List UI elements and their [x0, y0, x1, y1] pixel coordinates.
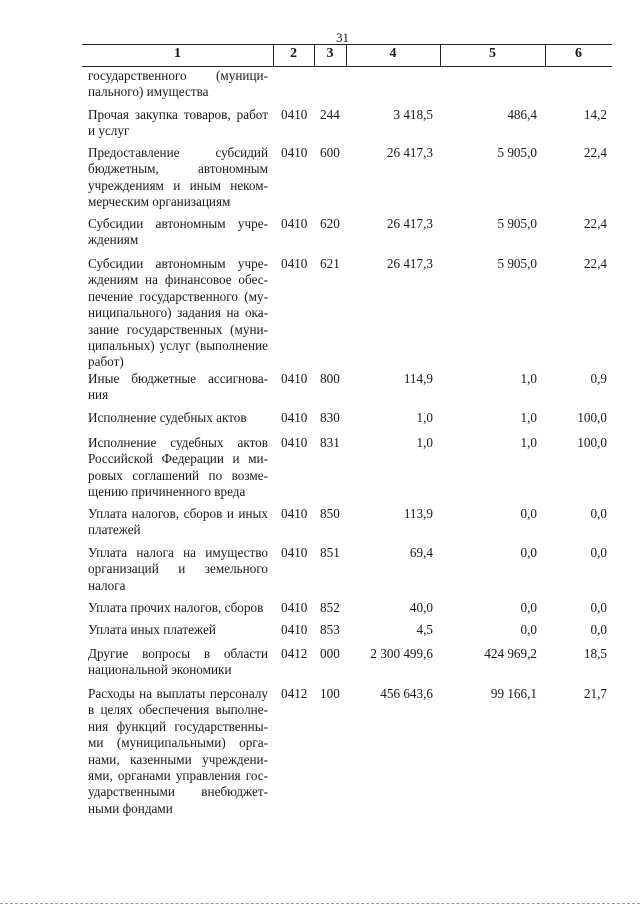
row-expense-type: 621	[320, 256, 340, 271]
row-name: Уплата налога на имущество организаций и земельного налога	[88, 545, 268, 593]
row-value-plan: 69,4	[409, 545, 433, 560]
row-expense-type: 850	[320, 506, 340, 521]
row-name: Прочая закупка товаров, работ и услуг	[88, 107, 268, 139]
row-value-plan: 114,9	[403, 371, 433, 386]
row-name: Уплата иных платежей	[88, 622, 216, 637]
row-value-percent: 21,7	[583, 686, 607, 701]
row-value-percent: 100,0	[577, 410, 607, 425]
row-section-code: 0410	[281, 410, 308, 425]
row-expense-type: 100	[320, 686, 340, 701]
row-value-actual: 5 905,0	[497, 216, 537, 231]
column-header-3: 3	[326, 46, 334, 61]
row-value-plan: 113,9	[403, 506, 433, 521]
row-value-plan: 1,0	[416, 435, 433, 450]
row-value-plan: 456 643,6	[380, 686, 433, 701]
row-section-code: 0412	[281, 646, 308, 661]
row-section-code: 0410	[281, 545, 308, 560]
row-name: Исполнение судебных актов	[88, 410, 247, 425]
row-value-percent: 0,0	[590, 600, 607, 615]
row-section-code: 0410	[281, 435, 308, 450]
row-value-actual: 486,4	[507, 107, 537, 122]
row-value-plan: 26 417,3	[386, 145, 433, 160]
column-header-5: 5	[489, 46, 496, 61]
row-value-percent: 0,0	[590, 506, 607, 521]
row-section-code: 0410	[281, 145, 308, 160]
row-value-actual: 0,0	[520, 622, 537, 637]
row-section-code: 0412	[281, 686, 308, 701]
row-section-code: 0410	[281, 371, 308, 386]
row-expense-type: 600	[320, 145, 340, 160]
row-value-percent: 22,4	[583, 145, 607, 160]
row-value-plan: 26 417,3	[386, 216, 433, 231]
row-name: Иные бюджетные ассигнова-ния	[88, 371, 268, 403]
column-header-1: 1	[174, 46, 181, 61]
row-expense-type: 831	[320, 435, 340, 450]
row-value-percent: 0,9	[590, 371, 607, 386]
row-value-actual: 0,0	[520, 506, 537, 521]
row-name: Другие вопросы в области национальной экономики	[88, 646, 268, 678]
row-expense-type: 244	[320, 107, 340, 122]
row-value-plan: 1,0	[416, 410, 433, 425]
row-section-code: 0410	[281, 622, 308, 637]
row-name: Расходы на выплаты персоналу в целях обеспечения выполне-ния функций государственны-ми (муниципальными) орга-нами, казенными учреждени-ями, органами управления гос-ударственными внебюджет-ными фондами	[88, 686, 268, 816]
row-section-code: 0410	[281, 216, 308, 231]
row-value-actual: 0,0	[520, 545, 537, 560]
row-expense-type: 620	[320, 216, 340, 231]
row-expense-type: 852	[320, 600, 340, 615]
row-value-actual: 99 166,1	[490, 686, 537, 701]
row-section-code: 0410	[281, 256, 308, 271]
row-value-plan: 3 418,5	[393, 107, 433, 122]
table-header-top-line	[82, 44, 612, 45]
row-expense-type: 830	[320, 410, 340, 425]
row-section-code: 0410	[281, 107, 308, 122]
row-value-actual: 1,0	[520, 410, 537, 425]
row-value-actual: 1,0	[520, 371, 537, 386]
row-value-actual: 424 969,2	[484, 646, 537, 661]
row-value-plan: 4,5	[416, 622, 433, 637]
row-name: Уплата прочих налогов, сборов	[88, 600, 264, 615]
row-value-plan: 26 417,3	[386, 256, 433, 271]
row-value-percent: 18,5	[583, 646, 607, 661]
row-value-percent: 0,0	[590, 545, 607, 560]
row-value-percent: 14,2	[583, 107, 607, 122]
row-value-actual: 5 905,0	[497, 256, 537, 271]
row-value-percent: 22,4	[583, 256, 607, 271]
row-expense-type: 853	[320, 622, 340, 637]
row-value-actual: 5 905,0	[497, 145, 537, 160]
table-header-bottom-line	[82, 66, 612, 67]
row-value-actual: 1,0	[520, 435, 537, 450]
row-value-percent: 22,4	[583, 216, 607, 231]
row-name: Уплата налогов, сборов и иных платежей	[88, 506, 268, 538]
row-value-percent: 100,0	[577, 435, 607, 450]
row-expense-type: 000	[320, 646, 340, 661]
row-name: Субсидии автономным учре-ждениям	[88, 216, 268, 248]
row-name: Предоставление субсидий бюджетным, автономным учреждениям и иным неком-мерческим организациям	[88, 145, 268, 210]
row-name: Исполнение судебных актов Российской Федерации и ми-ровых соглашений по возме-щению причиненного вреда	[88, 435, 268, 500]
row-value-plan: 40,0	[409, 600, 433, 615]
row-value-plan: 2 300 499,6	[370, 646, 433, 661]
column-header-6: 6	[575, 46, 582, 61]
row-value-actual: 0,0	[520, 600, 537, 615]
row-section-code: 0410	[281, 506, 308, 521]
row-expense-type: 800	[320, 371, 340, 386]
column-header-4: 4	[389, 46, 397, 61]
row-section-code: 0410	[281, 600, 308, 615]
column-header-2: 2	[290, 46, 297, 61]
row-expense-type: 851	[320, 545, 340, 560]
row-name: государственного (муници-пального) имущества	[88, 68, 268, 100]
page-bottom-edge	[0, 903, 640, 904]
page-number: 31	[336, 30, 349, 45]
row-value-percent: 0,0	[590, 622, 607, 637]
row-name: Субсидии автономным учре-ждениям на финансовое обес-печение государственного (му-ниципального) задания на ока-зание государственных (муни-ципальных) услуг (выполнение работ)	[88, 256, 268, 370]
